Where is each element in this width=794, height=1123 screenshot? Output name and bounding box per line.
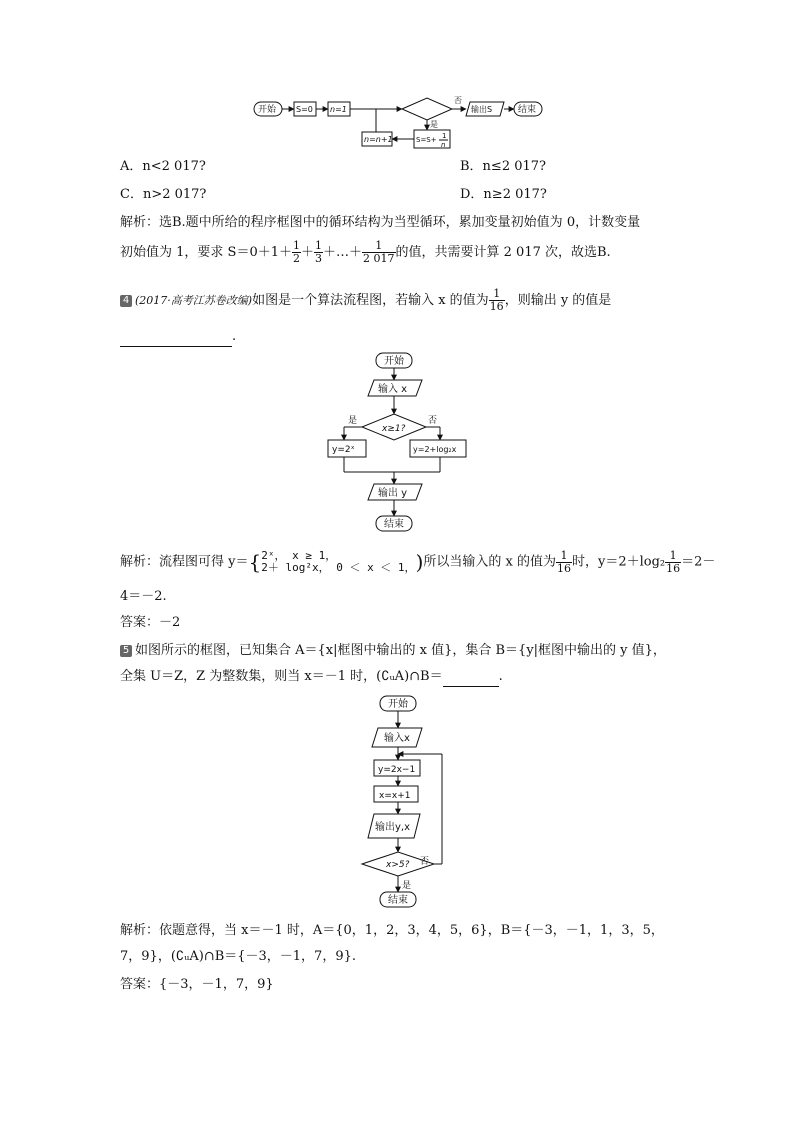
svg-text:否: 否: [428, 416, 438, 426]
q5-solution-line1: 解析：依题意得，当 x＝－1 时，A＝{0，1，2，3，4，5，6}，B＝{－3，－1，1，3，5，: [120, 923, 664, 938]
option-a: A．n<2 017?: [120, 159, 206, 174]
svg-text:是: 是: [348, 416, 358, 426]
q5-stem-line2: 全集 U＝Z，Z 为整数集，则当 x＝－1 时，(∁ᵤA)∩B＝ .: [120, 668, 503, 687]
svg-text:输入x: 输入x: [384, 733, 410, 744]
q4-solution-line1: 解析：流程图可得 y＝{ 2ˣ， x ≥ 1， 2＋ log²x， 0 ＜ x ＜ 1， )所以当输入的 x 的值为 $\frac{1}{16}$ 时，y＝2＋log₂ $\frac{1}{16}$ ＝2－: [120, 548, 716, 575]
q4-source: (2017·高考江苏卷改编): [135, 294, 253, 307]
flowchart-q5: [358, 692, 448, 914]
option-b: B．n≤2 017?: [460, 159, 547, 174]
svg-text:x=x+1: x=x+1: [379, 791, 411, 801]
q4-solution-line2: 4＝－2.: [120, 589, 167, 604]
svg-text:否: 否: [454, 96, 462, 105]
question-number-badge: 5: [120, 645, 132, 657]
question-number-badge: 4: [120, 295, 132, 307]
option-c: C．n>2 017?: [120, 187, 207, 202]
svg-text:n: n: [441, 141, 446, 149]
q5-stem-line1: 5 如图所示的框图，已知集合 A＝{x|框图中输出的 x 值}，集合 B＝{y|框图中输出的 y 值}，: [120, 642, 666, 660]
svg-text:x>5?: x>5?: [386, 860, 410, 870]
loop-condition-diamond: [402, 98, 452, 120]
svg-text:S=S+: S=S+: [416, 136, 437, 144]
flowchart-q4: [322, 350, 472, 538]
svg-text:输出y,x: 输出y,x: [375, 822, 411, 833]
svg-text:y=2ˣ: y=2ˣ: [332, 445, 355, 455]
q3-solution-line2: 初始值为 1，要求 S＝0＋1＋ $\frac{1}{2}$ ＋ $\frac{1}{3}$ ＋…＋ $\frac{1}{2 017}$ 的值，共需要计算 2 017 次，故选B.: [120, 239, 611, 265]
q4-answer: 答案：－2: [120, 615, 181, 630]
svg-text:结束: 结束: [388, 895, 408, 906]
option-d: D．n≥2 017?: [460, 187, 547, 202]
svg-text:输出 y: 输出 y: [378, 488, 408, 499]
q5-answer: 答案：{－3，－1，7，9}: [120, 977, 274, 992]
svg-text:结束: 结束: [518, 105, 537, 115]
q4-answer-blank: .: [120, 328, 236, 347]
svg-text:输出S: 输出S: [471, 105, 493, 114]
q4-stem: 4 (2017·高考江苏卷改编)如图是一个算法流程图，若输入 x 的值为 $\frac{1}{16}$ ，则输出 y 的值是: [120, 288, 611, 313]
svg-text:是: 是: [430, 120, 438, 129]
svg-text:1: 1: [442, 132, 447, 140]
flow1-start-label: 开始: [258, 105, 277, 115]
svg-text:y=2+log₂x: y=2+log₂x: [413, 445, 457, 454]
svg-text:结束: 结束: [384, 519, 404, 530]
svg-text:输入 x: 输入 x: [378, 384, 408, 395]
flowchart-loop-sum: [250, 90, 550, 152]
svg-text:开始: 开始: [384, 356, 404, 367]
svg-text:y=2x−1: y=2x−1: [378, 765, 416, 775]
svg-text:n=1: n=1: [330, 105, 347, 114]
svg-text:是: 是: [402, 881, 412, 891]
svg-text:S=0: S=0: [296, 105, 313, 114]
svg-text:x≥1?: x≥1?: [382, 424, 406, 434]
svg-text:n=n+1: n=n+1: [364, 135, 393, 144]
q3-solution-line1: 解析：选B.题中所给的程序框图中的循环结构为当型循环，累加变量初始值为 0，计数变量: [120, 215, 641, 230]
svg-text:开始: 开始: [388, 699, 408, 710]
svg-text:否: 否: [420, 857, 430, 867]
q5-solution-line2: 7，9}，(∁ᵤA)∩B＝{－3，－1，7，9}.: [120, 949, 357, 964]
